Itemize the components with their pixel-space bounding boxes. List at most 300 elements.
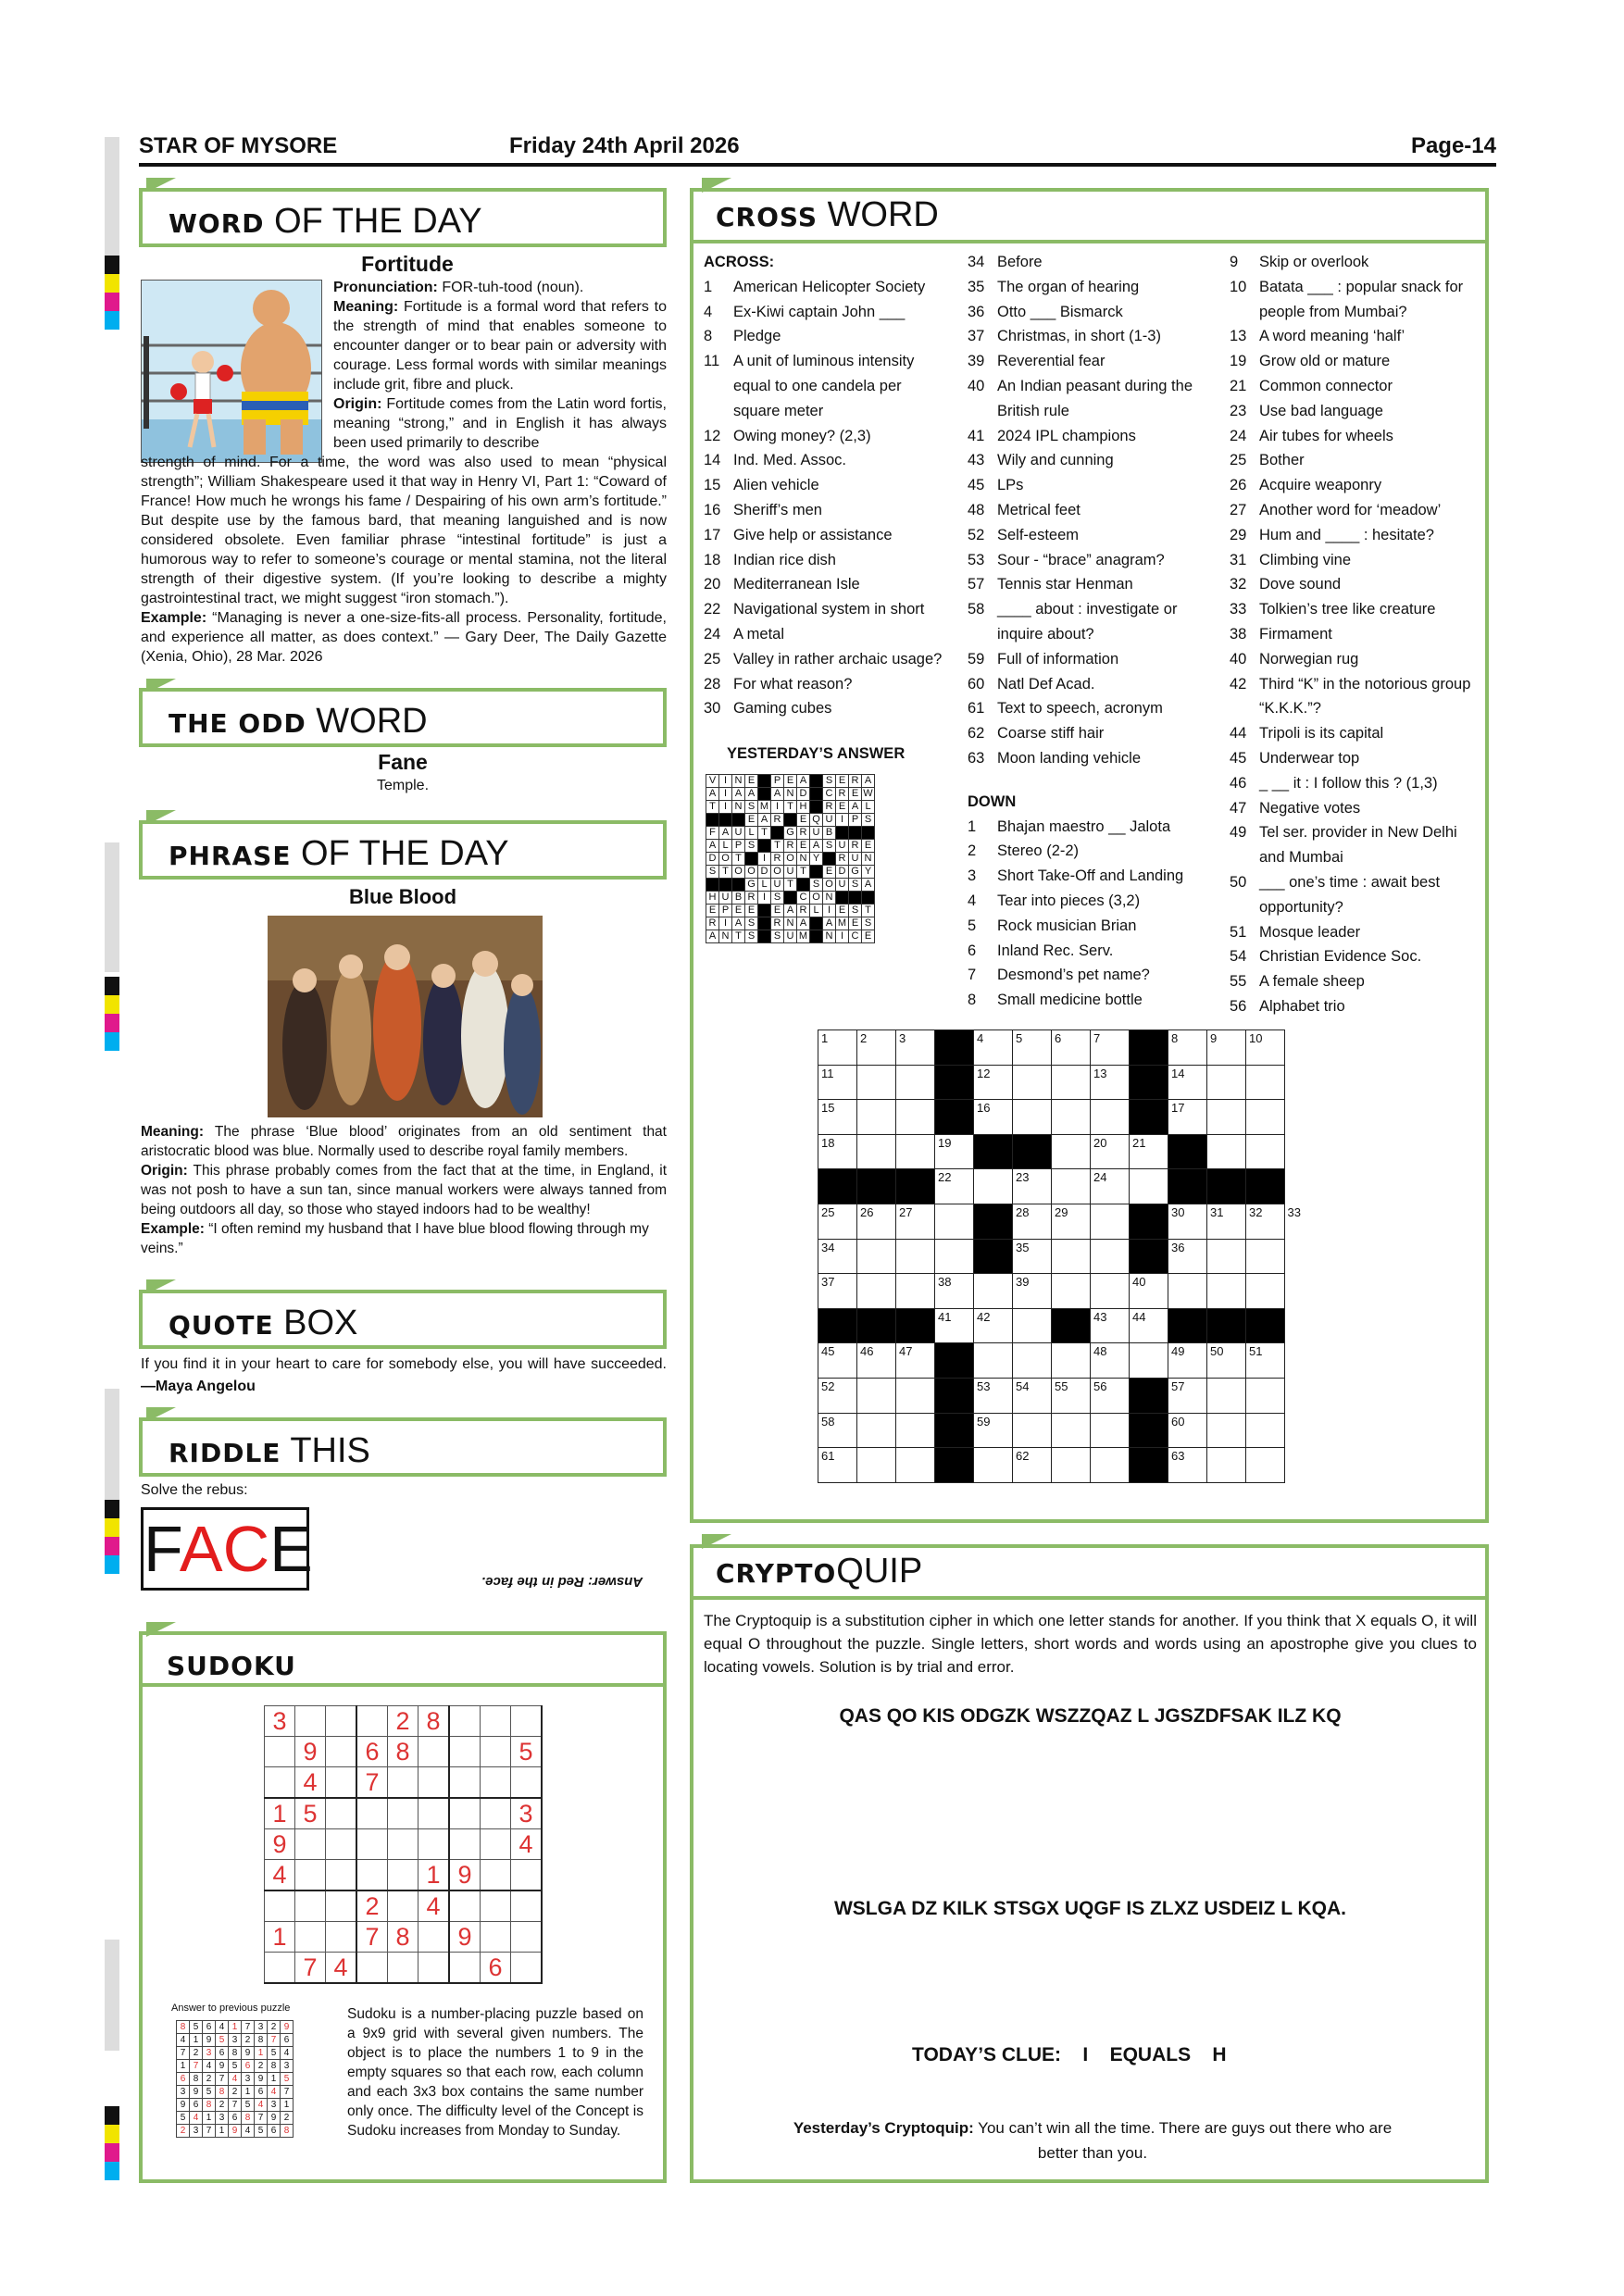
sudoku-cell[interactable] — [481, 1829, 511, 1860]
crossword-cell[interactable] — [1013, 1448, 1052, 1483]
previous-sudoku-cell: 1 — [177, 2060, 190, 2073]
crossword-cell[interactable] — [857, 1413, 896, 1448]
cell-number: 31 — [1210, 1204, 1224, 1219]
sudoku-cell[interactable] — [295, 1860, 326, 1891]
crossword-cell[interactable] — [1168, 1100, 1207, 1135]
crossword-cell[interactable] — [974, 1413, 1013, 1448]
answer-cell: U — [784, 930, 797, 943]
sudoku-cell[interactable]: 5 — [511, 1737, 543, 1767]
crossword-cell[interactable] — [1130, 1308, 1168, 1343]
crossword-cell[interactable] — [1052, 1204, 1091, 1239]
sudoku-cell[interactable]: 5 — [295, 1798, 326, 1829]
sudoku-cell[interactable] — [481, 1706, 511, 1737]
crossword-cell[interactable] — [1246, 1448, 1285, 1483]
clue-item — [1230, 324, 1481, 349]
clue-number: 58 — [968, 601, 985, 618]
sudoku-cell[interactable]: 6 — [481, 1953, 511, 1984]
crossword-cell[interactable] — [1013, 1378, 1052, 1413]
sudoku-cell[interactable] — [388, 1798, 418, 1829]
clue-item — [1230, 647, 1481, 672]
crossword-cell[interactable] — [1091, 1030, 1130, 1066]
sudoku-cell[interactable] — [481, 1922, 511, 1953]
black-square — [1130, 1239, 1168, 1274]
crossword-cell[interactable] — [1246, 1274, 1285, 1309]
crossword-cell[interactable] — [935, 1134, 974, 1169]
sudoku-cell[interactable] — [449, 1706, 481, 1737]
previous-sudoku-cell: 6 — [177, 2073, 190, 2086]
crossword-cell[interactable] — [1052, 1030, 1091, 1066]
answer-cell: S — [823, 775, 836, 788]
sudoku-cell[interactable] — [418, 1829, 450, 1860]
royal-court-painting — [268, 916, 543, 1117]
crossword-cell[interactable] — [1052, 1239, 1091, 1274]
crossword-cell[interactable] — [1207, 1378, 1246, 1413]
sudoku-cell[interactable] — [356, 1706, 388, 1737]
crossword-cell[interactable] — [1246, 1413, 1285, 1448]
sudoku-cell[interactable] — [326, 1829, 357, 1860]
answer-cell: D — [706, 853, 719, 866]
crossword-cell[interactable] — [1013, 1100, 1052, 1135]
crossword-cell[interactable] — [896, 1378, 935, 1413]
crossword-cell[interactable] — [818, 1065, 857, 1100]
answer-cell: A — [706, 930, 719, 943]
crossword-cell[interactable] — [1207, 1239, 1246, 1274]
cell-number: 56 — [1093, 1379, 1107, 1393]
answer-cell: O — [823, 879, 836, 892]
sudoku-cell[interactable] — [326, 1767, 357, 1799]
sudoku-cell[interactable]: 4 — [326, 1953, 357, 1984]
crossword-cell[interactable] — [857, 1204, 896, 1239]
answer-cell: A — [784, 905, 797, 917]
crossword-cell[interactable] — [857, 1239, 896, 1274]
clue-item — [704, 300, 946, 325]
answer-cell: R — [797, 905, 810, 917]
crossword-cell[interactable] — [1013, 1308, 1052, 1343]
clue-item — [1230, 597, 1481, 622]
sudoku-cell[interactable] — [481, 1767, 511, 1799]
cell-number: 27 — [899, 1204, 913, 1219]
previous-sudoku-cell: 3 — [177, 2086, 190, 2099]
sudoku-cell[interactable] — [388, 1829, 418, 1860]
answer-cell: P — [719, 905, 732, 917]
crossword-cell[interactable] — [1091, 1204, 1130, 1239]
crossword-cell[interactable] — [896, 1100, 935, 1135]
clue-item — [704, 275, 946, 300]
crossword-cell[interactable] — [935, 1204, 974, 1239]
crossword-cell[interactable] — [1052, 1100, 1091, 1135]
rebus-letter: E — [269, 1513, 313, 1585]
crossword-cell[interactable] — [818, 1274, 857, 1309]
clue-text: Alphabet trio — [1259, 997, 1345, 1015]
crossword-cell[interactable] — [974, 1308, 1013, 1343]
clue-text: Inland Rec. Serv. — [997, 942, 1114, 959]
sudoku-cell[interactable]: 3 — [265, 1706, 295, 1737]
crossword-cell[interactable] — [1091, 1239, 1130, 1274]
sudoku-cell[interactable] — [511, 1767, 543, 1799]
crossword-cell[interactable] — [1207, 1065, 1246, 1100]
previous-sudoku-cell: 8 — [242, 2112, 255, 2125]
cell-number: 36 — [1171, 1240, 1185, 1254]
answer-cell: E — [797, 840, 810, 853]
previous-sudoku-cell: 7 — [203, 2125, 216, 2138]
rebus-letter: F — [144, 1513, 180, 1585]
sudoku-cell[interactable]: 1 — [418, 1860, 450, 1891]
black-square — [1246, 1169, 1285, 1204]
sudoku-cell[interactable]: 7 — [295, 1953, 326, 1984]
previous-sudoku-grid — [176, 2020, 294, 2138]
crossword-cell[interactable] — [1168, 1204, 1207, 1239]
cell-number: 60 — [1171, 1414, 1185, 1429]
crossword-cell[interactable] — [1013, 1343, 1052, 1379]
cell-number: 54 — [1016, 1379, 1030, 1393]
clue-item — [968, 300, 1208, 325]
crossword-cell[interactable] — [1246, 1204, 1301, 1239]
sudoku-cell[interactable] — [449, 1890, 481, 1922]
crossword-cell[interactable] — [935, 1274, 974, 1309]
answer-cell: E — [745, 814, 758, 827]
sudoku-cell[interactable] — [326, 1922, 357, 1953]
crossword-cell[interactable] — [896, 1239, 935, 1274]
crossword-cell[interactable] — [1168, 1239, 1207, 1274]
header-rule — [139, 163, 1496, 167]
answer-cell: B — [823, 827, 836, 840]
sudoku-cell[interactable] — [481, 1890, 511, 1922]
crossword-cell[interactable] — [1013, 1204, 1052, 1239]
crossword-cell[interactable] — [1168, 1343, 1207, 1379]
crossword-cell[interactable] — [1091, 1169, 1130, 1204]
crossword-cell[interactable] — [1207, 1100, 1246, 1135]
sudoku-cell[interactable] — [295, 1706, 326, 1737]
crossword-cell[interactable] — [857, 1065, 896, 1100]
sudoku-cell[interactable] — [511, 1922, 543, 1953]
clue-text: _ __ it : I follow this ? (1,3) — [1259, 774, 1438, 792]
crossword-cell[interactable] — [1207, 1343, 1246, 1379]
previous-sudoku-cell: 9 — [216, 2060, 229, 2073]
crossword-cell[interactable] — [1052, 1274, 1091, 1309]
crossword-cell[interactable] — [1207, 1274, 1246, 1309]
cell-number: 3 — [899, 1031, 906, 1045]
crossword-cell[interactable] — [1052, 1448, 1091, 1483]
sudoku-cell[interactable] — [511, 1953, 543, 1984]
sudoku-cell[interactable] — [511, 1860, 543, 1891]
sudoku-cell[interactable]: 9 — [449, 1922, 481, 1953]
black-square — [862, 892, 875, 905]
crossword-cell[interactable] — [1091, 1308, 1130, 1343]
clue-number: 63 — [968, 749, 985, 767]
answer-cell: W — [863, 788, 873, 799]
sudoku-cell[interactable] — [265, 1890, 295, 1922]
sudoku-cell[interactable] — [326, 1798, 357, 1829]
clue-number: 17 — [704, 526, 721, 543]
answer-cell: U — [810, 827, 823, 840]
crossword-cell[interactable] — [1130, 1274, 1168, 1309]
sudoku-cell[interactable]: 4 — [418, 1890, 450, 1922]
sudoku-cell[interactable] — [388, 1767, 418, 1799]
clue-number: 59 — [968, 650, 985, 668]
cell-number: 42 — [977, 1309, 991, 1324]
previous-sudoku-cell: 5 — [242, 2099, 255, 2112]
crossword-cell[interactable] — [1246, 1065, 1285, 1100]
sudoku-cell[interactable] — [356, 1860, 388, 1891]
crossword-cell[interactable] — [1168, 1030, 1207, 1066]
crossword-cell[interactable] — [1052, 1413, 1091, 1448]
crossword-cell[interactable] — [1207, 1413, 1246, 1448]
riddle-prompt: Solve the rebus: — [141, 1482, 248, 1498]
answer-cell: A — [810, 840, 823, 853]
sudoku-cell[interactable]: 6 — [356, 1737, 388, 1767]
crossword-cell[interactable] — [896, 1274, 935, 1309]
crossword-cell[interactable] — [1091, 1274, 1130, 1309]
crossword-cell[interactable] — [1091, 1100, 1130, 1135]
yesterday-cryptoquip — [773, 2115, 1412, 2165]
black-square — [857, 1308, 896, 1343]
crossword-cell[interactable] — [1091, 1343, 1130, 1379]
crossword-cell[interactable] — [818, 1413, 857, 1448]
clue-number: 23 — [1230, 402, 1247, 419]
crossword-cell[interactable] — [1013, 1030, 1052, 1066]
crossword-cell[interactable] — [1168, 1274, 1207, 1309]
crossword-cell[interactable] — [1013, 1239, 1052, 1274]
sudoku-cell[interactable] — [356, 1798, 388, 1829]
sudoku-cell[interactable]: 3 — [511, 1798, 543, 1829]
crossword-cell[interactable] — [974, 1378, 1013, 1413]
crossword-cell[interactable] — [974, 1065, 1013, 1100]
crossword-cell[interactable] — [1013, 1413, 1052, 1448]
sudoku-cell[interactable]: 7 — [356, 1767, 388, 1799]
previous-sudoku-cell: 2 — [216, 2099, 229, 2112]
crossword-cell[interactable] — [1091, 1413, 1130, 1448]
crossword-cell[interactable] — [896, 1204, 935, 1239]
sudoku-cell[interactable]: 8 — [388, 1737, 418, 1767]
sudoku-cell[interactable]: 9 — [265, 1829, 295, 1860]
sudoku-cell[interactable] — [388, 1860, 418, 1891]
clue-number: 27 — [1230, 501, 1247, 518]
crossword-cell[interactable] — [974, 1274, 1013, 1309]
crossword-cell[interactable] — [857, 1274, 896, 1309]
sudoku-cell[interactable] — [295, 1922, 326, 1953]
crossword-cell[interactable] — [974, 1030, 1013, 1066]
crossword-cell[interactable] — [974, 1169, 1013, 1204]
black-square — [818, 1169, 857, 1204]
sudoku-cell[interactable] — [356, 1953, 388, 1984]
clue-item — [968, 696, 1208, 721]
sudoku-cell[interactable] — [388, 1890, 418, 1922]
crossword-cell[interactable] — [1246, 1239, 1285, 1274]
crossword-cell[interactable] — [1246, 1378, 1285, 1413]
sudoku-cell[interactable]: 9 — [449, 1860, 481, 1891]
sudoku-cell[interactable] — [511, 1890, 543, 1922]
crossword-cell[interactable] — [1168, 1065, 1207, 1100]
sudoku-cell[interactable]: 1 — [265, 1798, 295, 1829]
answer-cell: R — [771, 853, 784, 866]
crossword-cell[interactable] — [818, 1239, 857, 1274]
sudoku-cell[interactable] — [511, 1706, 543, 1737]
crossword-cell[interactable] — [857, 1134, 896, 1169]
clue-item — [1230, 820, 1481, 870]
crossword-cell[interactable] — [1091, 1378, 1130, 1413]
crossword-cell[interactable] — [1168, 1378, 1207, 1413]
black-square — [935, 1378, 974, 1413]
crossword-cell[interactable] — [1052, 1343, 1091, 1379]
crossword-cell[interactable] — [1246, 1343, 1285, 1379]
sudoku-cell[interactable] — [265, 1953, 295, 1984]
sudoku-cell[interactable] — [418, 1953, 450, 1984]
across-label: ACROSS: — [704, 254, 775, 270]
crossword-cell[interactable] — [1130, 1134, 1168, 1169]
clue-item — [968, 498, 1208, 523]
sudoku-cell[interactable]: 1 — [265, 1922, 295, 1953]
crossword-cell[interactable] — [857, 1030, 896, 1066]
sudoku-cell[interactable] — [418, 1798, 450, 1829]
answer-cell: L — [758, 879, 771, 892]
answer-cell: U — [823, 814, 836, 827]
sudoku-cell[interactable]: 9 — [295, 1737, 326, 1767]
previous-sudoku-cell: 3 — [255, 2021, 268, 2034]
crossword-cell[interactable] — [1207, 1134, 1246, 1169]
sudoku-cell[interactable] — [481, 1737, 511, 1767]
crossword-cell[interactable] — [1246, 1030, 1285, 1066]
black-square — [974, 1239, 1013, 1274]
previous-sudoku-cell: 4 — [203, 2060, 216, 2073]
crossword-cell[interactable] — [818, 1030, 857, 1066]
cell-number: 28 — [1016, 1204, 1030, 1219]
sudoku-cell[interactable] — [418, 1922, 450, 1953]
crossword-cell[interactable] — [1207, 1448, 1246, 1483]
sudoku-cell[interactable] — [449, 1798, 481, 1829]
crossword-cell[interactable] — [1091, 1448, 1130, 1483]
answer-cell: E — [784, 775, 797, 788]
crossword-cell[interactable] — [935, 1239, 974, 1274]
sudoku-cell[interactable] — [481, 1860, 511, 1891]
previous-sudoku-cell: 6 — [203, 2021, 216, 2034]
crossword-cell[interactable] — [1130, 1343, 1168, 1379]
crossword-cell[interactable] — [974, 1448, 1013, 1483]
sudoku-cell[interactable] — [388, 1953, 418, 1984]
crossword-cell[interactable] — [1246, 1134, 1285, 1169]
crossword-cell[interactable] — [935, 1169, 974, 1204]
clue-equals: EQUALS — [1109, 2044, 1192, 2065]
clue-number: 14 — [704, 452, 721, 469]
sudoku-cell[interactable] — [481, 1798, 511, 1829]
crossword-cell[interactable] — [1246, 1100, 1285, 1135]
crossword-cell[interactable] — [1013, 1274, 1052, 1309]
crossword-cell[interactable] — [896, 1065, 935, 1100]
previous-sudoku-cell: 7 — [242, 2021, 255, 2034]
sudoku-cell[interactable] — [449, 1953, 481, 1984]
clue-text: American Helicopter Society — [733, 278, 926, 295]
crossword-cell[interactable] — [896, 1343, 935, 1379]
clue-item — [704, 548, 946, 573]
previous-sudoku-cell: 4 — [216, 2021, 229, 2034]
crossword-cell[interactable] — [974, 1100, 1013, 1135]
cell-number: 13 — [1093, 1066, 1107, 1080]
sudoku-cell[interactable]: 2 — [356, 1890, 388, 1922]
crossword-cell[interactable] — [1207, 1204, 1246, 1239]
crossword-cell[interactable] — [1168, 1413, 1207, 1448]
crossword-cell[interactable] — [818, 1448, 857, 1483]
crossword-cell[interactable] — [857, 1378, 896, 1413]
crossword-cell[interactable] — [1052, 1134, 1091, 1169]
crossword-cell[interactable] — [896, 1448, 935, 1483]
black-square — [758, 775, 771, 788]
answer-cell: C — [849, 930, 862, 943]
crossword-cell[interactable] — [896, 1413, 935, 1448]
sudoku-cell[interactable] — [449, 1829, 481, 1860]
sudoku-cell[interactable] — [265, 1737, 295, 1767]
answer-cell: C — [797, 892, 810, 905]
sudoku-cell[interactable] — [356, 1829, 388, 1860]
sudoku-cell[interactable] — [295, 1890, 326, 1922]
crossword-cell[interactable] — [1207, 1030, 1246, 1066]
sudoku-cell[interactable]: 4 — [295, 1767, 326, 1799]
crossword-cell[interactable] — [974, 1343, 1013, 1379]
crossword-cell[interactable] — [896, 1134, 935, 1169]
sudoku-cell[interactable] — [326, 1860, 357, 1891]
crossword-cell[interactable] — [857, 1100, 896, 1135]
clue-item — [1230, 622, 1481, 647]
crossword-cell[interactable] — [818, 1378, 857, 1413]
crossword-cell[interactable] — [1052, 1169, 1091, 1204]
crossword-cell[interactable] — [857, 1448, 896, 1483]
sudoku-cell[interactable] — [418, 1767, 450, 1799]
crossword-cell[interactable] — [1052, 1065, 1091, 1100]
sudoku-cell[interactable]: 4 — [265, 1860, 295, 1891]
crossword-cell[interactable] — [1091, 1065, 1130, 1100]
crossword-cell[interactable] — [857, 1343, 896, 1379]
clue-number: 38 — [1230, 625, 1247, 643]
sudoku-cell[interactable] — [326, 1890, 357, 1922]
sudoku-cell[interactable] — [295, 1829, 326, 1860]
sudoku-cell[interactable] — [449, 1767, 481, 1799]
crossword-cell[interactable] — [1130, 1169, 1168, 1204]
clue-item — [968, 939, 1208, 964]
sudoku-cell[interactable] — [326, 1737, 357, 1767]
black-square — [784, 892, 797, 905]
cell-number: 12 — [977, 1066, 991, 1080]
cell-number: 11 — [821, 1066, 834, 1080]
sudoku-cell[interactable]: 8 — [388, 1922, 418, 1953]
answer-cell: A — [797, 917, 810, 930]
crossword-cell[interactable] — [1013, 1169, 1052, 1204]
crossword-cell[interactable] — [1013, 1065, 1052, 1100]
cell-number: 10 — [1249, 1031, 1263, 1045]
sudoku-cell[interactable]: 2 — [388, 1706, 418, 1737]
sudoku-cell[interactable] — [265, 1767, 295, 1799]
crossword-cell[interactable] — [935, 1308, 974, 1343]
sudoku-cell[interactable]: 4 — [511, 1829, 543, 1860]
crossword-cell[interactable] — [1052, 1378, 1091, 1413]
sudoku-cell[interactable] — [326, 1706, 357, 1737]
cell-number: 57 — [1171, 1379, 1185, 1393]
sudoku-cell[interactable]: 7 — [356, 1922, 388, 1953]
crossword-cell[interactable] — [818, 1134, 857, 1169]
sudoku-cell[interactable] — [449, 1737, 481, 1767]
crossword-cell[interactable] — [1168, 1448, 1207, 1483]
sudoku-cell[interactable] — [418, 1737, 450, 1767]
clue-item — [1230, 796, 1481, 821]
clue-number: 25 — [704, 650, 721, 668]
clue-number: 40 — [1230, 650, 1247, 668]
crossword-cell[interactable] — [1091, 1134, 1130, 1169]
crossword-cell[interactable] — [818, 1204, 857, 1239]
previous-sudoku-cell: 1 — [190, 2034, 203, 2047]
sudoku-cell[interactable]: 8 — [418, 1706, 450, 1737]
crossword-cell[interactable] — [818, 1100, 857, 1135]
crossword-cell[interactable] — [896, 1030, 935, 1066]
word-of-day-header — [139, 188, 667, 247]
crossword-cell[interactable] — [818, 1343, 857, 1379]
black-square — [745, 853, 758, 866]
